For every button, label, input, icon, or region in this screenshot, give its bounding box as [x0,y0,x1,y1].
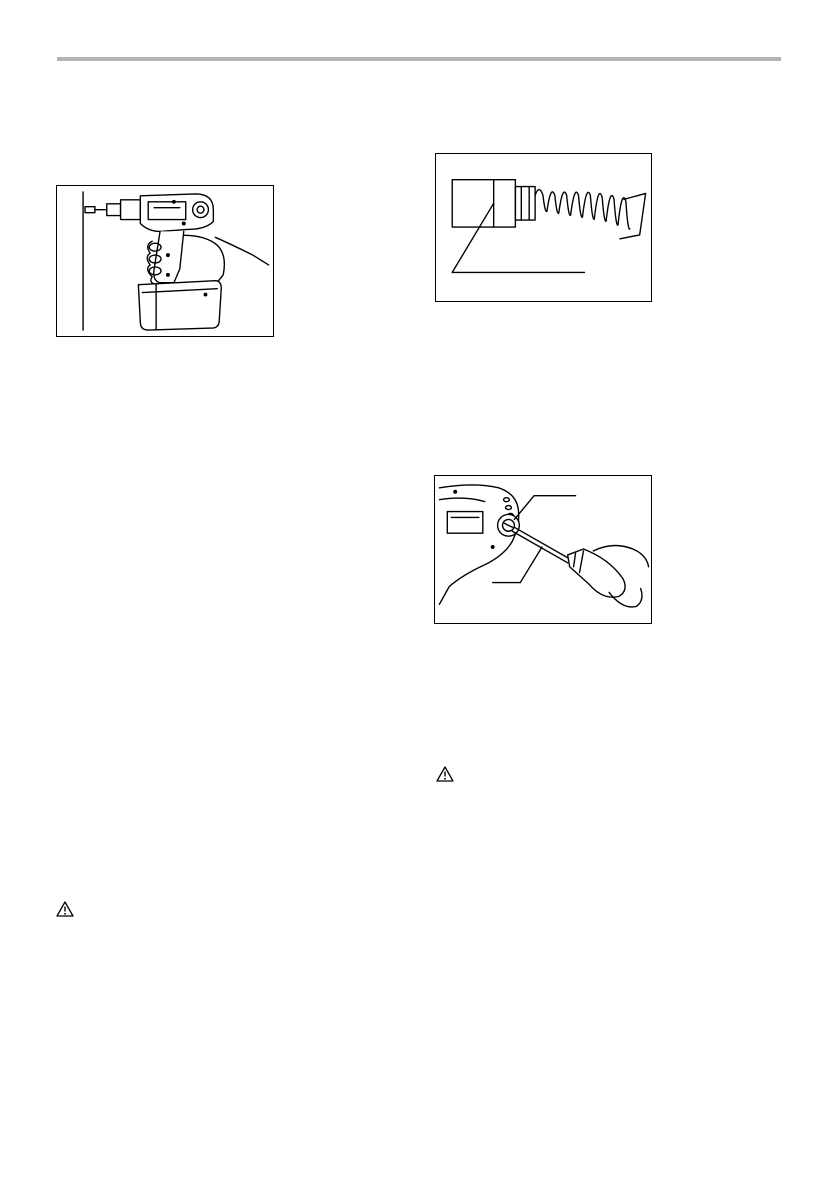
drill-in-hand-icon [57,186,273,336]
brush-holder-cap-illustration [434,475,652,624]
carbon-brush-icon [436,154,651,301]
screwdriver-cap-icon [435,476,651,623]
warning-triangle-icon [436,766,454,782]
header-rule [57,57,781,61]
warning-triangle-icon [56,901,74,917]
carbon-brush-illustration [435,153,652,302]
drill-operation-illustration [56,185,274,337]
